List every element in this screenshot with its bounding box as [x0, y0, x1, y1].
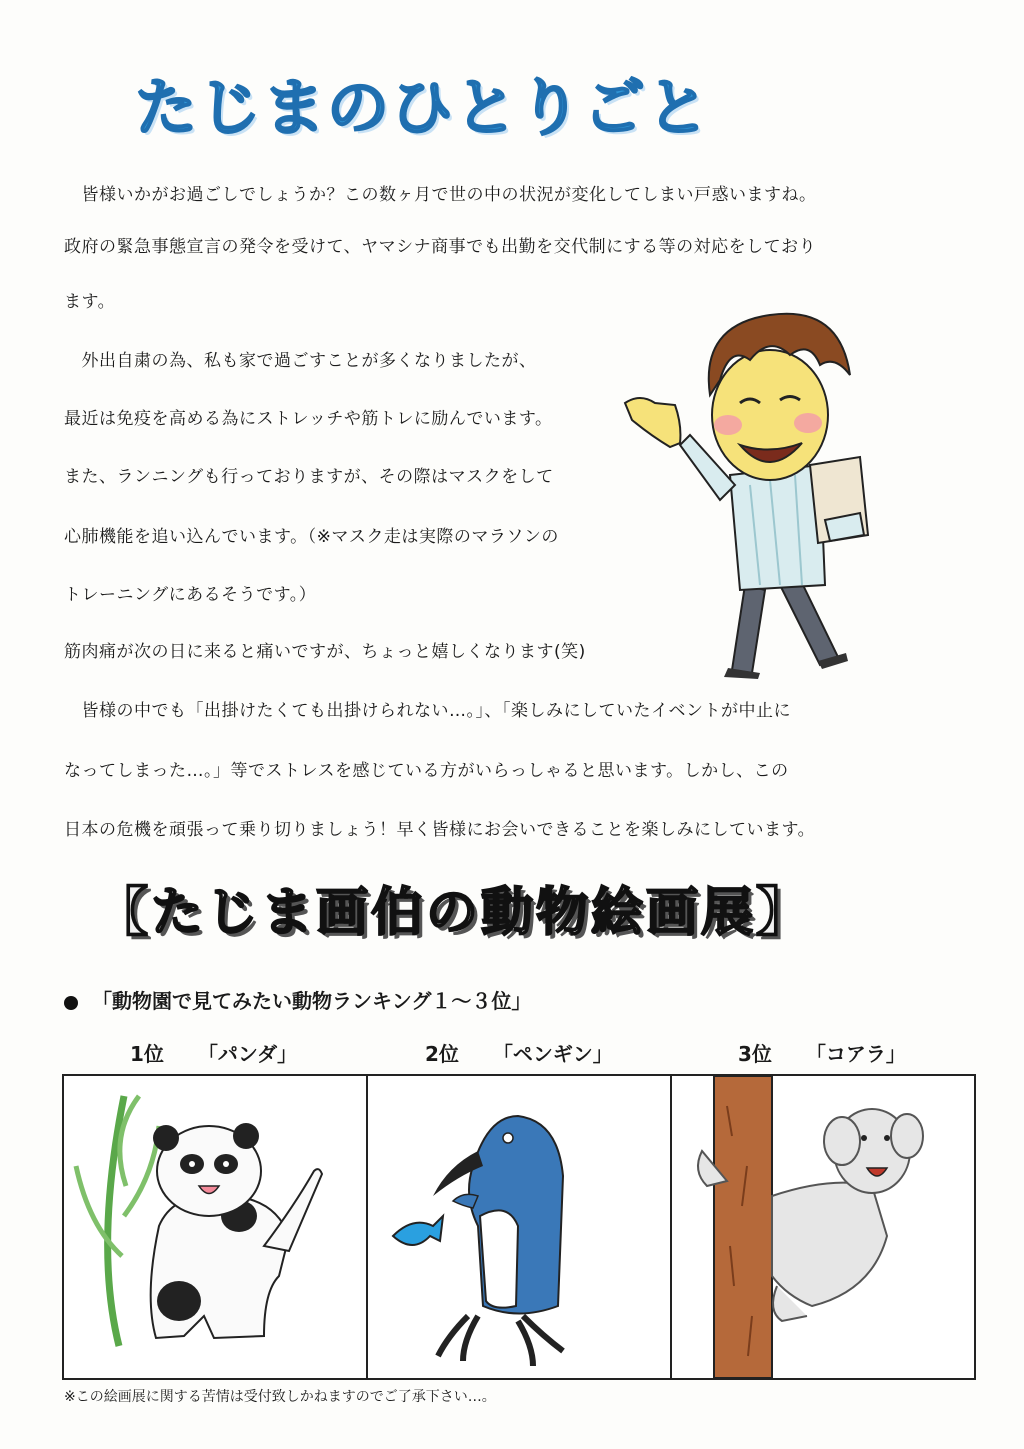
- panda-illustration: [64, 1076, 366, 1378]
- essay-line: 政府の緊急事態宣言の発令を受けて、ヤマシナ商事でも出勤を交代制にする等の対応をしており: [64, 237, 817, 257]
- essay-line: 皆様の中でも「出掛けたくても出掛けられない…。」、「楽しみにしていたイベントが中止に: [64, 701, 791, 721]
- essay-line: 筋肉痛が次の日に来ると痛いですが、ちょっと嬉しくなります(笑): [64, 642, 586, 662]
- rank-2-label: [425, 1038, 613, 1067]
- rank-place: 2位: [425, 1042, 459, 1066]
- gallery-title: 【たじま画伯の動物絵画展】: [96, 883, 812, 943]
- rank-place: 3位: [738, 1042, 772, 1066]
- essay-line: また、ランニングも行っておりますが、その際はマスクをして: [64, 467, 554, 487]
- ranking-heading: [64, 985, 531, 1014]
- salaryman-illustration: [620, 285, 880, 680]
- koala-illustration: [672, 1076, 974, 1378]
- penguin-illustration: [368, 1076, 670, 1378]
- koala-panel: [670, 1074, 976, 1380]
- essay-line: 皆様いかがお過ごしでしょうか？この数ヶ月で世の中の状況が変化してしまい戸惑いますね。: [64, 185, 817, 205]
- rank-animal: 「パンダ」: [197, 1042, 298, 1066]
- essay-line: なってしまった…。」等でストレスを感じている方がいらっしゃると思います。しかし、この: [64, 761, 789, 781]
- rank-animal: 「コアラ」: [805, 1042, 906, 1066]
- bullet-dot-icon: [64, 996, 78, 1010]
- essay-line: トレーニングにあるそうです。）: [64, 585, 317, 605]
- disclaimer-note: ※この絵画展に関する苦情は受付致しかねますのでご了承下さい…。: [64, 1389, 496, 1405]
- penguin-panel: [366, 1074, 672, 1380]
- page-title: たじまのひとりごと: [135, 71, 712, 144]
- ranking-heading-text: 「動物園で見てみたい動物ランキング１～３位」: [92, 989, 532, 1013]
- rank-1-label: [130, 1038, 297, 1067]
- essay-line: 心肺機能を追い込んでいます。（※マスク走は実際のマラソンの: [64, 527, 559, 547]
- essay-line: ます。: [64, 292, 116, 312]
- rank-animal: 「ペンギン」: [492, 1042, 613, 1066]
- rank-3-label: [738, 1038, 906, 1067]
- essay-line: 外出自粛の為、私も家で過ごすことが多くなりましたが、: [64, 351, 537, 371]
- panda-panel: [62, 1074, 368, 1380]
- essay-line: 最近は免疫を高める為にストレッチや筋トレに励んでいます。: [64, 409, 553, 429]
- essay-line: 日本の危機を頑張って乗り切りましょう！早く皆様にお会いできることを楽しみにしています。: [64, 820, 816, 840]
- rank-place: 1位: [130, 1042, 164, 1066]
